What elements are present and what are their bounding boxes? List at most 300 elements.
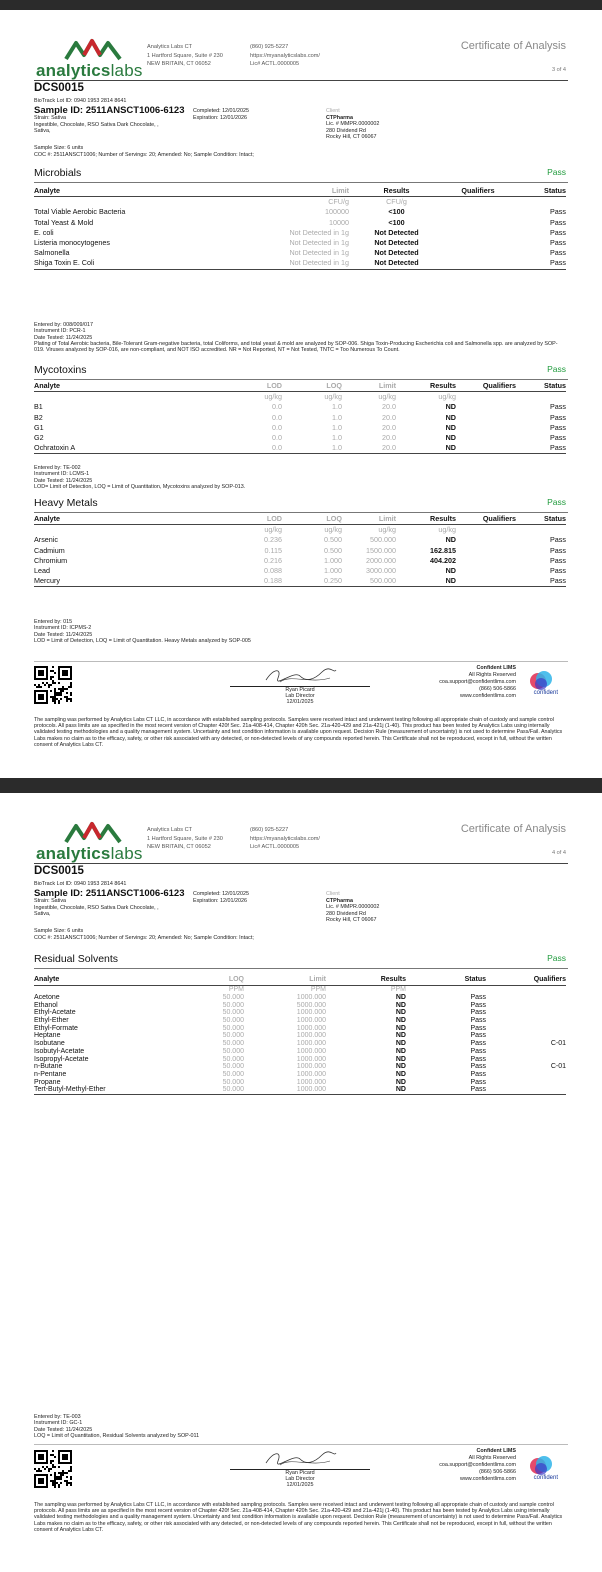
heavy-metals-table [34,514,566,587]
table-cell: Ethyl-Formate [34,1024,78,1032]
table-cell [486,1056,566,1064]
table-row [34,1032,566,1040]
table-cell [486,994,566,1002]
table-cell [444,258,512,269]
unit-cell [34,197,234,208]
unit-cell: ug/kg [438,392,456,402]
table-cell: ND [445,402,456,412]
table-cell: 1000.000 [296,1063,326,1071]
table-cell [444,248,512,258]
table-cell [456,566,516,576]
table-cell: ND [445,433,456,443]
table-row [34,1063,566,1071]
table-cell: 0.250 [282,576,342,587]
table-cell: ND [395,1063,406,1071]
table-cell: 1000.000 [244,1086,326,1094]
heavy-metals-notes: Entered by: 015 Instrument ID: ICPMS-2 Date Tested: 11/24/2025 LOD = Limit of Detection, LOQ = Limit of Quantitation. Heavy Metals analyzed by SOP-005 [34,619,251,644]
dcs-code: DCS0015 [34,865,84,877]
table-cell: 0.088 [264,566,282,576]
table-cell: Pass [406,1086,486,1094]
table-cell: 0.500 [324,545,342,555]
coa-page-4 [0,793,602,1572]
table-cell: 100000 [325,207,349,217]
table-cell: ND [395,993,406,1001]
col-loq: LOQ [282,381,342,392]
col-loq: LOQ [282,514,342,525]
units-row [34,197,566,208]
table-cell: Lead [34,566,50,576]
table-cell: Pass [470,1032,486,1040]
table-cell: 0.0 [272,402,282,412]
residual-solvents-notes: Entered by: TE-003 Instrument ID: GC-1 Date Tested: 11/24/2025 LOQ = Limit of Quantitation, Residual Solvents analyzed by SOP-011 [34,1414,200,1439]
table-cell: 50.000 [194,1086,244,1094]
col-limit: Limit [234,186,349,197]
col-limit: Limit [342,514,396,525]
unit-cell [34,392,234,403]
table-cell: 1.0 [332,412,342,422]
table-cell: B2 [34,412,43,422]
signature-block: Ryan Picard Lab Director 12/01/2025 [230,666,370,706]
table-cell: Propane [34,1078,61,1086]
qr-code[interactable] [34,1450,72,1488]
table-cell: Cadmium [34,545,65,555]
table-cell: B1 [34,402,43,412]
table-row [34,1017,566,1025]
unit-cell: CFU/g [386,197,407,207]
biotrack-lot: BioTrack Lot ID: 0940 1953 2814 8641 [34,881,127,887]
table-cell [486,1009,566,1017]
certificate-title: Certificate of Analysis [460,40,566,52]
table-row [34,228,566,238]
section-title-heavy-metals: Heavy Metals [34,497,98,509]
table-cell: 1500.000 [366,545,396,555]
table-cell: ND [395,1032,406,1040]
table-cell: ND [326,1086,406,1094]
microbials-notes: Entered by: 008/009/017 Instrument ID: PCR-1 Date Tested: 11/24/2025 Plating of Total Aerobic bacteria, Bile-Tolerant Gram-negative bacteria, total Coliforms, and total yeast & mold are analyzed by SOP-006. Shiga Toxin-Producing Escherichia coli and Salmonella spp. are analyzed by SOP-019. Viruses analyzed by SOP-016, are non-compliant, and NOT ISO accredited. NR = Not Reported, NT = Not Tested, TNTC = Too Numerous To Count. [34,322,558,354]
table-cell: 50.000 [222,1024,244,1032]
table-row [34,535,566,545]
table-cell: 50.000 [222,1055,244,1063]
table-cell: ND [395,1017,406,1025]
table-cell: ND [395,1055,406,1063]
table-cell: 1.000 [324,566,342,576]
section-title-microbials: Microbials [34,167,82,179]
table-cell [456,433,516,443]
certificate-title: Certificate of Analysis [460,823,566,835]
table-cell: Pass [550,227,566,237]
table-cell: 0.0 [272,433,282,443]
table-row [34,207,566,217]
unit-cell: PPM [228,986,244,994]
table-cell: Not Detected in 1g [289,227,349,237]
residual-solvents-status: Pass [547,953,566,963]
unit-cell: ug/kg [378,525,396,535]
table-cell: 2000.000 [366,555,396,565]
table-cell: 10000 [329,217,349,227]
table-cell: Salmonella [34,248,70,258]
table-cell [456,535,516,545]
table-cell: 1000.000 [296,1017,326,1025]
table-cell: Pass [550,545,566,555]
table-row [34,576,566,587]
table-cell: 5000.000 [296,1001,326,1009]
table-cell: 20.0 [382,412,396,422]
col-analyte: Analyte [34,186,234,197]
table-cell: G2 [34,433,44,443]
table-cell: Pass [550,238,566,248]
table-row [34,546,566,556]
col-loq: LOQ [194,975,244,986]
client-info: Client CTPharma Lic. # MMPR.0000002 280 Dividend Rd Rocky Hill, CT 06067 [326,108,380,141]
table-cell: Not Detected [374,238,419,248]
sample-details: Strain: Sativa Ingestible, Chocolate, RSO Sativa Dark Chocolate, , Sativa, [34,898,159,918]
table-cell: C-01 [550,1040,566,1048]
table-cell: 1.0 [282,443,342,454]
section-title-residual-solvents: Residual Solvents [34,953,119,965]
mycotoxins-notes: Entered by: TE-002 Instrument ID: LCMS-1 Date Tested: 11/24/2025 LOD= Limit of Detection, LOQ = Limit of Quantitation, Mycotoxins analyzed by SOP-013. [34,465,246,490]
table-cell: 1000.000 [296,1055,326,1063]
table-row [34,1002,566,1010]
signature-block: Ryan Picard Lab Director 12/01/2025 [230,1449,370,1489]
table-cell: Pass [516,443,566,454]
unit-cell: ug/kg [324,525,342,535]
microbials-status: Pass [547,167,566,177]
lab-contact: (860) 925-5227 https://myanalyticslabs.com/ Lic# ACTL.0000005 [250,827,320,851]
table-cell: G1 [34,422,44,432]
table-cell: 20.0 [382,402,396,412]
col-limit: Limit [342,381,396,392]
table-row [34,994,566,1002]
table-cell [444,218,512,228]
table-cell [456,443,516,454]
table-row [34,1048,566,1056]
table-cell: Pass [550,402,566,412]
table-cell [486,1032,566,1040]
table-row [34,566,566,576]
table-row [34,443,566,454]
table-cell: 20.0 [382,433,396,443]
table-cell: Ethyl-Acetate [34,1009,76,1017]
col-analyte: Analyte [34,975,194,986]
table-cell: Heptane [34,1032,61,1040]
table-cell [444,228,512,238]
table-cell: <100 [388,217,405,227]
unit-cell [34,986,194,994]
table-cell: 0.0 [234,443,282,454]
col-lod: LOD [234,514,282,525]
table-cell [456,556,516,566]
unit-cell: PPM [310,986,326,994]
table-row [34,258,566,269]
table-cell: Not Detected in 1g [289,238,349,248]
page-number: 3 of 4 [552,67,566,73]
table-cell: Pass [470,1078,486,1086]
table-cell: Pass [470,1009,486,1017]
table-cell: ND [445,412,456,422]
col-status: Status [516,381,566,392]
table-cell: Pass [470,1024,486,1032]
table-cell: Ethanol [34,1001,58,1009]
sample-id: Sample ID: 2511ANSCT1006-6123 [34,105,185,116]
mycotoxins-status: Pass [547,364,566,374]
table-cell: 500.000 [342,576,396,587]
table-cell: 0.236 [264,535,282,545]
col-status: Status [516,514,566,525]
table-row [34,1009,566,1017]
lab-address: Analytics Labs CT 1 Hartford Square, Suite # 230 NEW BRITAIN, CT 06052 [147,827,223,851]
table-row [34,238,566,248]
table-cell: Not Detected [349,258,444,269]
table-cell [456,546,516,556]
table-cell: 50.000 [222,993,244,1001]
table-cell: Pass [470,1055,486,1063]
table-cell: n-Pentane [34,1070,67,1078]
table-cell: ND [445,566,456,576]
confident-label: confident [533,690,558,696]
table-cell: 1000.000 [296,1078,326,1086]
table-cell: ND [395,1078,406,1086]
table-cell: Pass [516,576,566,587]
qr-code[interactable] [34,666,72,704]
dcs-code: DCS0015 [34,82,84,94]
signature-image [260,1449,340,1469]
table-row [34,423,566,433]
table-row [34,433,566,443]
table-row [34,1040,566,1048]
disclaimer: The sampling was performed by Analytics Labs CT LLC, in accordance with established sampling protocols. Samples were received intact and underwent testing following all appropriate chain of custody and sample control protocols. All pass limits are as specified in the most recent version of Chapter 420f Sec. 21a-408-414, Chapter 420h Sec. 21a-420-429 and 21a-421j (1-40). This product has been tested by Analytics Labs using internally validated testing methodologies and a quality management system. Uncertainty and test condition information is available upon request. Decision Rule (measurement of uncertainty) is not used to determine Pass/Fail. Analytics Labs makes no claim as to the efficacy, safety, or other risk associated with any detected, or non-detected levels of any compounds reported herein. This Certificate shall not be reproduced, except in full, without the written consent of Analytics Labs CT. [34,1502,563,1533]
table-cell: ND [445,422,456,432]
table-cell [444,207,512,217]
col-results: Results [326,975,406,986]
table-cell: Pass [550,412,566,422]
table-cell: 1000.000 [296,1070,326,1078]
col-results: Results [349,186,444,197]
table-cell: 50.000 [222,1032,244,1040]
table-cell: 1.0 [332,433,342,443]
table-row [34,413,566,423]
table-row [34,1079,566,1087]
table-cell: 404.202 [430,555,456,565]
unit-cell: PPM [390,986,406,994]
unit-cell: CFU/g [328,197,349,207]
unit-cell [444,197,512,208]
confident-lims-info: Confident LIMS All Rights Reserved coa.support@confidentlims.com (866) 506-5866 www.confidentlims.com [439,665,516,699]
table-cell: Pass [550,207,566,217]
table-cell: Pass [470,1070,486,1078]
table-cell [486,1079,566,1087]
units-row [34,525,566,536]
table-cell: ND [396,576,456,587]
table-cell: 1000.000 [296,993,326,1001]
col-results: Results [396,514,456,525]
table-cell: Pass [550,422,566,432]
table-cell: 50.000 [222,1078,244,1086]
table-cell: ND [396,443,456,454]
table-cell: 3000.000 [366,566,396,576]
table-cell [486,1025,566,1033]
table-cell [486,1071,566,1079]
table-row [34,1025,566,1033]
unit-cell [406,986,486,994]
col-status: Status [512,186,566,197]
units-row [34,986,566,994]
table-cell: ND [395,1001,406,1009]
table-cell: Pass [470,1063,486,1071]
col-qualifiers: Qualifiers [456,514,516,525]
table-cell: 0.216 [264,555,282,565]
unit-cell [516,525,566,536]
unit-cell [516,392,566,403]
table-cell: 1000.000 [296,1032,326,1040]
col-qualifiers: Qualifiers [456,381,516,392]
table-cell: 0.0 [272,422,282,432]
table-cell [444,238,512,248]
section-title-mycotoxins: Mycotoxins [34,364,87,376]
col-analyte: Analyte [34,514,234,525]
client-info: Client CTPharma Lic. # MMPR.0000002 280 Dividend Rd Rocky Hill, CT 06067 [326,891,380,924]
lab-address: Analytics Labs CT 1 Hartford Square, Suite # 230 NEW BRITAIN, CT 06052 [147,44,223,68]
table-cell: Pass [470,1040,486,1048]
disclaimer: The sampling was performed by Analytics Labs CT LLC, in accordance with established sampling protocols. Samples were received intact and underwent testing following all appropriate chain of custody and sample control protocols. All pass limits are as specified in the most recent version of Chapter 420f Sec. 21a-408-414, Chapter 420h Sec. 21a-420-429 and 21a-421j (1-40). This product has been tested by Analytics Labs using internally validated testing methodologies and a quality management system. Uncertainty and test condition information is available upon request. Decision Rule (measurement of uncertainty) is not used to determine Pass/Fail. Analytics Labs makes no claim as to the efficacy, safety, or other risk associated with any detected, or non-detected levels of any compounds reported herein. This Certificate shall not be reproduced, except in full, without the written consent of Analytics Labs CT. [34,717,563,748]
table-cell: 20.0 [342,443,396,454]
table-cell: Pass [550,433,566,443]
sample-dates: Completed: 12/01/2025 Expiration: 12/01/2026 [193,891,250,904]
table-cell: 50.000 [222,1040,244,1048]
table-cell: ND [395,1070,406,1078]
table-cell: Total Viable Aerobic Bacteria [34,207,126,217]
sample-id: Sample ID: 2511ANSCT1006-6123 [34,888,185,899]
table-cell: 1000.000 [296,1009,326,1017]
table-cell: Pass [550,217,566,227]
table-cell: Total Yeast & Mold [34,217,94,227]
col-lod: LOD [234,381,282,392]
unit-cell [34,525,234,536]
table-cell: Pass [512,258,566,269]
table-row [34,402,566,412]
table-cell [486,1086,566,1094]
unit-cell: ug/kg [264,525,282,535]
table-cell: Pass [550,566,566,576]
table-cell [456,413,516,423]
table-cell: Pass [470,993,486,1001]
table-cell [486,1002,566,1010]
table-cell: ND [395,1040,406,1048]
table-cell: Chromium [34,555,68,565]
table-cell: 0.0 [272,412,282,422]
table-row [34,248,566,258]
table-cell [456,576,516,587]
table-cell: Pass [550,555,566,565]
table-cell: 1000.000 [296,1047,326,1055]
table-cell: Not Detected [374,227,419,237]
table-cell: 0.188 [234,576,282,587]
table-cell: Ochratoxin A [34,443,234,454]
table-cell: 50.000 [222,1063,244,1071]
table-cell: Isobutane [34,1040,65,1048]
microbials-table [34,186,566,270]
table-cell: 162.815 [430,545,456,555]
unit-cell [512,197,566,208]
table-row [34,556,566,566]
table-cell [486,1017,566,1025]
analytics-labs-logo: analyticslabs [36,35,146,83]
table-row [34,1086,566,1094]
sample-size: Sample Size: 6 units COC #: 2511ANSCT1006; Number of Servings: 20; Amended: No; Sample Condition: Intact; [34,928,254,941]
table-row [34,218,566,228]
table-cell: Pass [470,1001,486,1009]
table-row [34,1071,566,1079]
table-cell: Pass [470,1047,486,1055]
table-cell: Not Detected in 1g [289,248,349,258]
table-cell: Shiga Toxin E. Coli [34,258,234,269]
table-cell: E. coli [34,227,54,237]
table-cell: n-Butane [34,1063,63,1071]
col-status: Status [406,975,486,986]
col-qualifiers: Qualifiers [444,186,512,197]
table-cell: 50.000 [222,1047,244,1055]
confident-label: confident [533,1475,558,1481]
table-cell: Pass [550,248,566,258]
table-cell: 1.0 [332,422,342,432]
signature-image [260,666,340,686]
table-cell [456,423,516,433]
table-cell: Not Detected in 1g [234,258,349,269]
table-cell: Arsenic [34,535,58,545]
table-cell: 1000.000 [296,1040,326,1048]
unit-cell [456,392,516,403]
table-cell: Isobutyl-Acetate [34,1047,85,1055]
table-cell: <100 [388,207,405,217]
residual-solvents-table [34,975,566,1095]
table-cell: 50.000 [222,1001,244,1009]
col-limit: Limit [244,975,326,986]
biotrack-lot: BioTrack Lot ID: 0940 1953 2814 8641 [34,98,127,104]
table-cell: Acetone [34,993,60,1001]
table-cell: 500.000 [370,535,396,545]
table-row [34,1056,566,1064]
table-cell: ND [395,1024,406,1032]
unit-cell [486,986,566,994]
sample-dates: Completed: 12/01/2025 Expiration: 12/01/2026 [193,108,250,121]
lab-contact: (860) 925-5227 https://myanalyticslabs.com/ Lic# ACTL.0000005 [250,44,320,68]
heavy-metals-status: Pass [547,497,566,507]
confident-lims-info: Confident LIMS All Rights Reserved coa.support@confidentlims.com (866) 506-5866 www.confidentlims.com [439,1448,516,1482]
table-cell: 0.500 [324,535,342,545]
table-cell: ND [445,535,456,545]
table-cell: Not Detected [374,248,419,258]
table-cell: Ethyl-Ether [34,1017,69,1025]
analytics-labs-logo: analyticslabs [36,818,146,866]
mycotoxins-table [34,381,566,454]
table-cell: 50.000 [222,1070,244,1078]
table-cell: ND [395,1009,406,1017]
unit-cell: ug/kg [438,525,456,535]
table-cell: Isopropyl-Acetate [34,1055,89,1063]
table-cell: C-01 [550,1063,566,1071]
sample-size: Sample Size: 6 units COC #: 2511ANSCT1006; Number of Servings: 20; Amended: No; Sample Condition: Intact; [34,145,254,158]
sample-details: Strain: Sativa Ingestible, Chocolate, RSO Sativa Dark Chocolate, , Sativa, [34,115,159,135]
unit-cell [456,525,516,536]
table-cell: Pass [550,535,566,545]
table-cell: Mercury [34,576,234,587]
unit-cell: ug/kg [264,392,282,402]
table-cell: 1.000 [324,555,342,565]
table-cell: 0.115 [264,545,282,555]
unit-cell: ug/kg [324,392,342,402]
unit-cell: ug/kg [378,392,396,402]
table-cell: 1000.000 [296,1024,326,1032]
table-cell: 50.000 [222,1017,244,1025]
